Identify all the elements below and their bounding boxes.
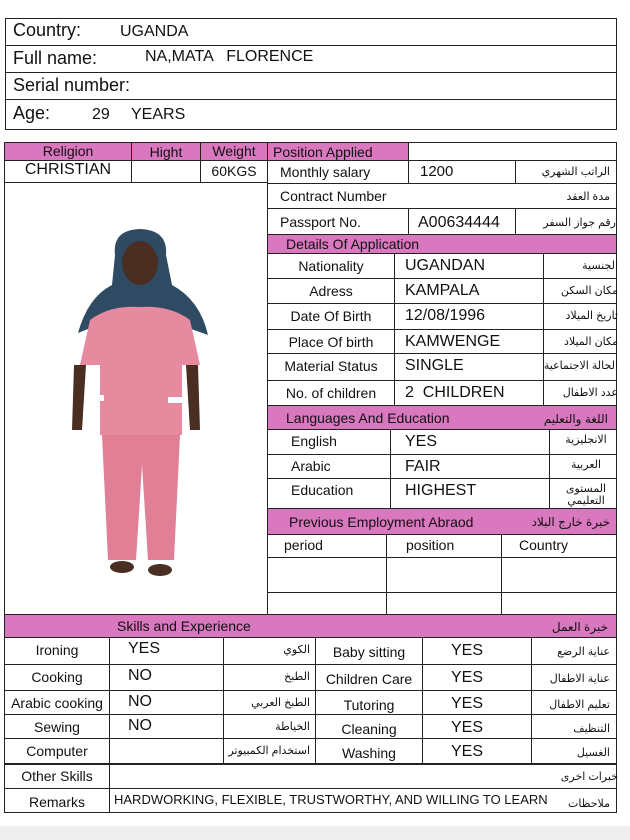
skill-ar: تعليم الاطفال	[549, 699, 610, 711]
serial-label: Serial number:	[13, 75, 131, 95]
skill-value: YES	[451, 669, 484, 686]
languages-title: Languages And Education	[286, 410, 450, 426]
age-label: Age:	[13, 103, 51, 123]
lang-row-label: Arabic	[291, 458, 331, 474]
emp-cell	[267, 557, 387, 593]
app-row-value: KAMPALA	[405, 282, 480, 299]
app-row-value: KAMWENGE	[405, 333, 501, 350]
lang-row-ar: الانجليزية	[565, 434, 607, 446]
weight-label: Weight	[212, 143, 256, 159]
country-col-header: Country	[519, 537, 569, 553]
lang-row-ar: العربية	[570, 459, 602, 471]
app-row-ar: الجنسية	[582, 260, 618, 272]
app-row-label: Adress	[309, 283, 353, 299]
skill-value-cell	[109, 637, 224, 665]
skill-label: Ironing	[35, 642, 79, 658]
skill-label: Cooking	[31, 669, 83, 685]
app-row-value: SINGLE	[405, 357, 464, 374]
app-row-ar: الحالة الاجتماعية	[543, 360, 618, 372]
skill-value: YES	[451, 695, 484, 712]
salary-label: Monthly salary	[280, 164, 371, 180]
employment-title: Previous Employment Abraod	[289, 514, 474, 530]
header-divider	[5, 45, 617, 46]
religion-label: Religion	[42, 143, 94, 159]
app-row-value: 12/08/1996	[405, 307, 486, 324]
position-header-blank	[408, 142, 617, 161]
position-col-header: position	[406, 537, 455, 553]
skill-value: NO	[128, 667, 152, 684]
emp-cell	[386, 592, 502, 615]
languages-title-ar: اللغة والتعليم	[543, 412, 608, 426]
skill-ar: الطبخ	[284, 671, 310, 683]
passport-ar: رقم جواز السفر	[543, 217, 616, 229]
skill-label: Cleaning	[341, 721, 397, 737]
country-label: Country:	[13, 20, 82, 40]
skill-label: Children Care	[325, 671, 413, 687]
passport-label: Passport No.	[280, 214, 361, 230]
header-divider	[5, 72, 617, 73]
app-row-value: 2 CHILDREN	[405, 384, 505, 401]
skill-label: Arabic cooking	[11, 695, 103, 711]
skill-ar: الطبخ العربي	[251, 697, 310, 709]
contract-ar: مدة العقد	[566, 191, 610, 203]
header-divider	[5, 99, 617, 100]
skill-ar: استخدام الكمبيوتر	[228, 745, 310, 757]
skill-value-cell	[109, 738, 224, 765]
bottom-strip	[0, 826, 630, 840]
app-row-label: Material Status	[284, 358, 378, 374]
skills-title: Skills and Experience	[117, 618, 251, 634]
app-row-ar: تاريخ الميلاد	[565, 310, 618, 322]
emp-cell	[386, 557, 502, 593]
skill-ar: التنظيف	[573, 723, 610, 735]
contract-label: Contract Number	[280, 188, 387, 204]
skill-value-cell	[109, 664, 224, 691]
skill-ar: عناية الاطفال	[549, 673, 610, 685]
hight-label: Hight	[149, 144, 183, 160]
passport-value: A00634444	[418, 214, 500, 231]
skill-value: YES	[451, 743, 484, 760]
lang-row-value: YES	[405, 433, 438, 450]
other-skills-ar: خبرات اخرى	[560, 771, 618, 783]
app-row-ar: عدد الاطفال	[562, 387, 618, 399]
skill-label: Sewing	[34, 719, 80, 735]
skill-value-cell	[109, 714, 224, 739]
app-row-ar: مكان السكن	[560, 285, 618, 297]
app-row-label: Nationality	[298, 258, 364, 274]
skill-value: YES	[451, 642, 484, 659]
lang-row-label: English	[291, 433, 337, 449]
application-title: Details Of Application	[286, 236, 420, 252]
emp-cell	[267, 592, 387, 615]
app-row-ar: مكان الميلاد	[563, 336, 618, 348]
app-row-label: Date Of Birth	[290, 308, 372, 324]
fullname-label: Full name:	[13, 48, 98, 68]
position-title: Position Applied	[273, 144, 373, 160]
skill-ar: عناية الرضع	[557, 646, 610, 658]
skill-label: Baby sitting	[332, 644, 406, 660]
skill-value: YES	[128, 640, 161, 657]
remarks-label: Remarks	[28, 794, 85, 810]
weight-value: 60KGS	[211, 163, 257, 179]
skills-title-ar: خبرة العمل	[551, 620, 608, 634]
skill-ar: الغسيل	[576, 747, 610, 759]
age-unit: YEARS	[131, 106, 186, 123]
other-skills-value-cell	[109, 763, 617, 789]
app-row-label: Place Of birth	[288, 334, 374, 350]
skill-value: NO	[128, 693, 152, 710]
emp-cell	[501, 592, 617, 615]
age-value: 29	[92, 106, 110, 123]
app-row-label: No. of children	[285, 385, 377, 401]
religion-value: CHRISTIAN	[24, 161, 112, 178]
skill-value-cell	[109, 690, 224, 715]
country-value: UGANDA	[120, 23, 189, 40]
skill-ar: الكوي	[283, 644, 310, 656]
hight-cell	[131, 160, 201, 183]
employment-title-ar: خبرة خارج البلاد	[531, 515, 610, 529]
remarks-ar: ملاحظات	[568, 798, 610, 810]
fullname-value: NA,MATA FLORENCE	[145, 48, 314, 65]
skill-value: NO	[128, 717, 152, 734]
period-header: period	[284, 537, 323, 553]
app-row-value: UGANDAN	[405, 257, 486, 274]
skill-label: Computer	[26, 743, 88, 759]
skill-label: Washing	[342, 745, 396, 761]
remarks-value: HARDWORKING, FLEXIBLE, TRUSTWORTHY, AND WILLING TO LEARN	[114, 792, 548, 807]
lang-row-value: FAIR	[405, 458, 441, 475]
lang-row-value: HIGHEST	[405, 482, 477, 499]
candidate-photo	[60, 225, 220, 585]
other-skills-label: Other Skills	[21, 768, 93, 784]
emp-cell	[501, 557, 617, 593]
skill-value: YES	[451, 719, 484, 736]
salary-ar: الراتب الشهري	[541, 166, 610, 178]
skill-ar: الخياطة	[275, 721, 310, 733]
skills-header	[4, 614, 617, 638]
salary-value: 1200	[420, 163, 454, 180]
lang-row-ar: المستوى التعليمي	[565, 483, 607, 507]
skill-label: Tutoring	[343, 697, 395, 713]
lang-row-label: Education	[291, 482, 354, 498]
